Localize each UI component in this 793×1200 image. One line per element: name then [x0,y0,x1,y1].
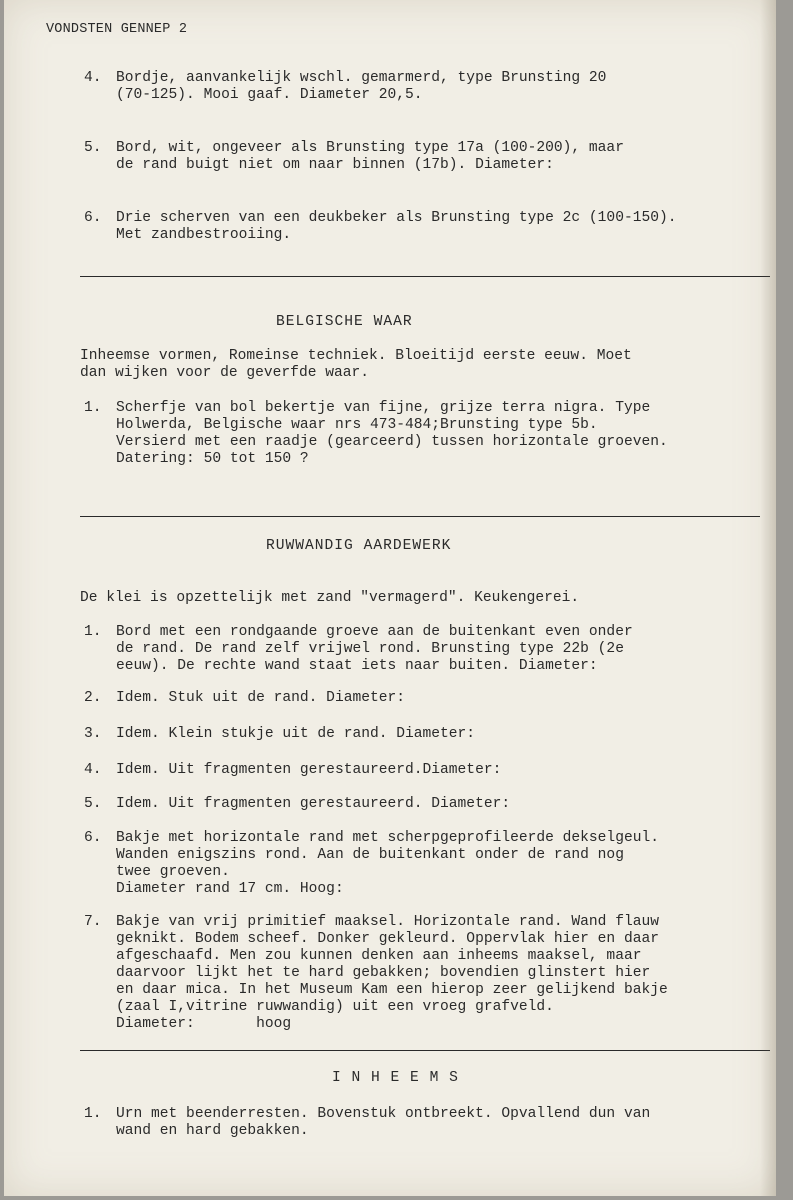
item-text: Bakje van vrij primitief maaksel. Horizontale rand. Wand flauw geknikt. Bodem scheef. Donker gekleurd. Oppervlak hier en daar afgeschaafd. Men zou kunnen denken aan inheems maaksel, maar daarvoor lijkt het te hard gebakken; bovendien glinstert hier en daar mica. In het Museum Kam een hierop zeer gelijkend bakje (zaal I,vitrine ruwwandig) uit een vroeg grafveld. Diameter: hoog [116,914,668,1032]
item-number: 6. [84,210,102,226]
section-divider [80,1050,770,1051]
section-divider [80,516,760,517]
item-text: Idem. Uit fragmenten gerestaureerd.Diameter: [116,762,502,778]
item-text: Drie scherven van een deukbeker als Brunsting type 2c (100-150). Met zandbestrooiing. [116,210,677,243]
item-text: Urn met beenderresten. Bovenstuk ontbreekt. Opvallend dun van wand en hard gebakken. [116,1106,651,1139]
item-text: Bordje, aanvankelijk wschl. gemarmerd, type Brunsting 20 (70-125). Mooi gaaf. Diameter 20,5. [116,70,607,103]
item-number: 5. [84,140,102,156]
item-number: 1. [84,400,102,416]
item-text: Scherfje van bol bekertje van fijne, grijze terra nigra. Type Holwerda, Belgische waar nrs 473-484;Brunsting type 5b. Versierd met een raadje (gearceerd) tussen horizontale groeven. Datering: 50 tot 150 ? [116,400,668,467]
section-heading: BELGISCHE WAAR [276,314,413,330]
section-divider [80,276,770,277]
item-number: 1. [84,1106,102,1122]
item-text: Idem. Klein stukje uit de rand. Diameter: [116,726,476,742]
section-heading: I N H E E M S [332,1070,459,1086]
item-number: 6. [84,830,102,846]
item-number: 3. [84,726,102,742]
item-text: Bord, wit, ongeveer als Brunsting type 17a (100-200), maar de rand buigt niet om naar binnen (17b). Diameter: [116,140,624,173]
item-number: 7. [84,914,102,930]
item-number: 5. [84,796,102,812]
item-number: 1. [84,624,102,640]
item-text: Bakje met horizontale rand met scherpgeprofileerde dekselgeul. Wanden enigszins rond. Aan de buitenkant onder de rand nog twee groeven. Diameter rand 17 cm. Hoog: [116,830,659,897]
item-number: 4. [84,762,102,778]
section-intro: De klei is opzettelijk met zand "vermagerd". Keukengerei. [80,590,580,606]
document-page [4,0,776,1196]
section-intro: Inheemse vormen, Romeinse techniek. Bloeitijd eerste eeuw. Moet dan wijken voor de geverfde waar. [80,348,632,381]
item-text: Idem. Uit fragmenten gerestaureerd. Diameter: [116,796,511,812]
item-number: 4. [84,70,102,86]
item-text: Idem. Stuk uit de rand. Diameter: [116,690,406,706]
item-text: Bord met een rondgaande groeve aan de buitenkant even onder de rand. De rand zelf vrijwel rond. Brunsting type 22b (2e eeuw). De rechte wand staat iets naar buiten. Diameter: [116,624,633,674]
section-heading: RUWWANDIG AARDEWERK [266,538,452,554]
page-header: VONDSTEN GENNEP 2 [46,22,188,37]
item-number: 2. [84,690,102,706]
